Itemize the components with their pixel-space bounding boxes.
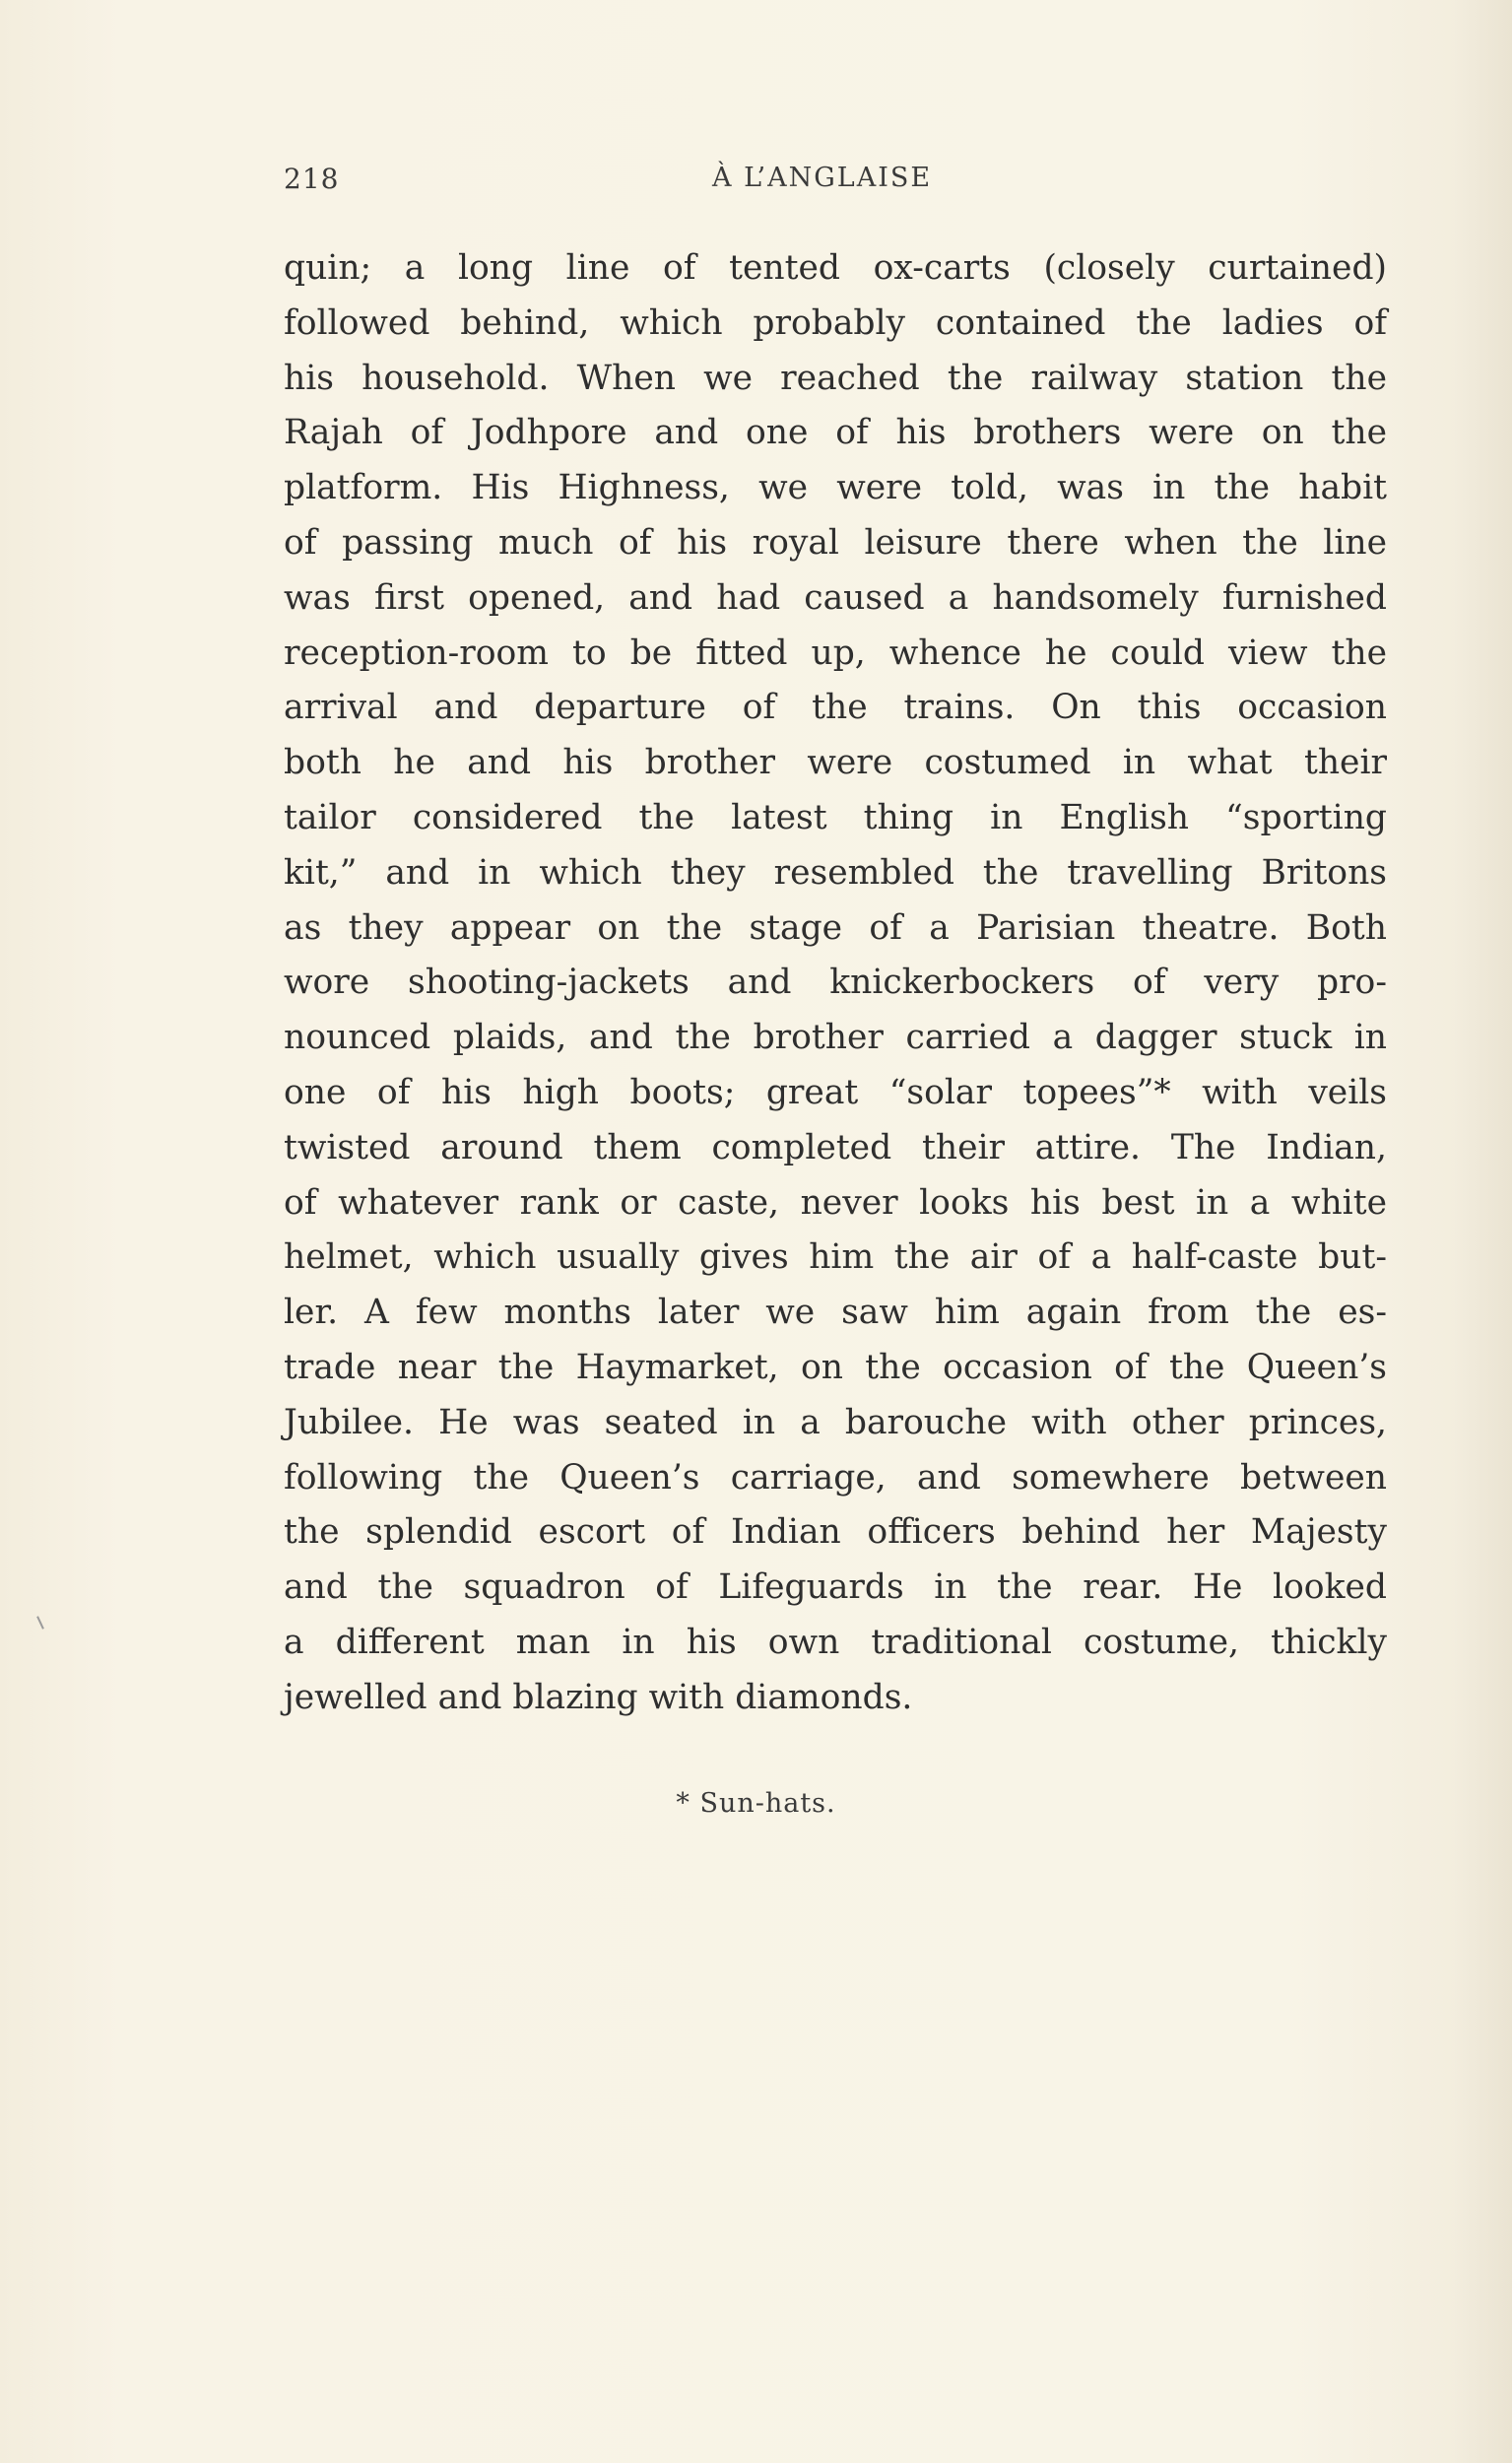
text-line: one of his high boots; great “solar topees”* with veils — [284, 1072, 1387, 1112]
text-line: of whatever rank or caste, never looks his best in a white — [284, 1182, 1387, 1223]
footnote: * Sun-hats. — [676, 1788, 836, 1819]
text-line: twisted around them completed their attire. The Indian, — [284, 1127, 1387, 1167]
text-line: wore shooting-jackets and knickerbockers of very pro- — [284, 963, 1387, 1003]
text-line: a different man in his own traditional costume, thickly — [284, 1622, 1387, 1662]
running-head: À L’ANGLAISE — [712, 163, 933, 193]
text-line: following the Queen’s carriage, and somewhere between — [284, 1457, 1387, 1498]
page-edge-shadow — [1453, 0, 1512, 2463]
text-line: Rajah of Jodhpore and one of his brothers were on the — [284, 413, 1387, 453]
text-line: was first opened, and had caused a handsomely furnished — [284, 577, 1387, 618]
text-line: and the squadron of Lifeguards in the rear. He looked — [284, 1567, 1387, 1608]
text-line: tailor considered the latest thing in English “sporting — [284, 797, 1387, 837]
text-line: the splendid escort of Indian officers behind her Majesty — [284, 1512, 1387, 1553]
text-line: of passing much of his royal leisure there when the line — [284, 522, 1387, 563]
text-line-last: jewelled and blazing with diamonds. — [284, 1677, 913, 1717]
page-number: 218 — [284, 163, 340, 195]
stray-ink-mark — [36, 1616, 44, 1630]
page-header — [284, 163, 1387, 202]
text-line: his household. When we reached the railway station the — [284, 358, 1387, 398]
body-text — [284, 241, 1387, 1726]
text-line: followed behind, which probably contained the ladies of — [284, 302, 1387, 343]
text-line: nounced plaids, and the brother carried a dagger stuck in — [284, 1018, 1387, 1058]
text-line: platform. His Highness, we were told, was in the habit — [284, 468, 1387, 508]
text-line: ler. A few months later we saw him again from the es- — [284, 1293, 1387, 1333]
text-line: quin; a long line of tented ox-carts (closely curtained) — [284, 248, 1387, 288]
text-line: trade near the Haymarket, on the occasion of the Queen’s — [284, 1347, 1387, 1387]
text-line: helmet, which usually gives him the air of a half-caste but- — [284, 1237, 1387, 1278]
text-line: reception-room to be fitted up, whence he could view the — [284, 632, 1387, 673]
text-line: both he and his brother were costumed in what their — [284, 743, 1387, 783]
text-line: kit,” and in which they resembled the travelling Britons — [284, 852, 1387, 893]
text-line: Jubilee. He was seated in a barouche with other princes, — [284, 1402, 1387, 1442]
text-line: arrival and departure of the trains. On this occasion — [284, 688, 1387, 728]
text-line: as they appear on the stage of a Parisian theatre. Both — [284, 907, 1387, 948]
